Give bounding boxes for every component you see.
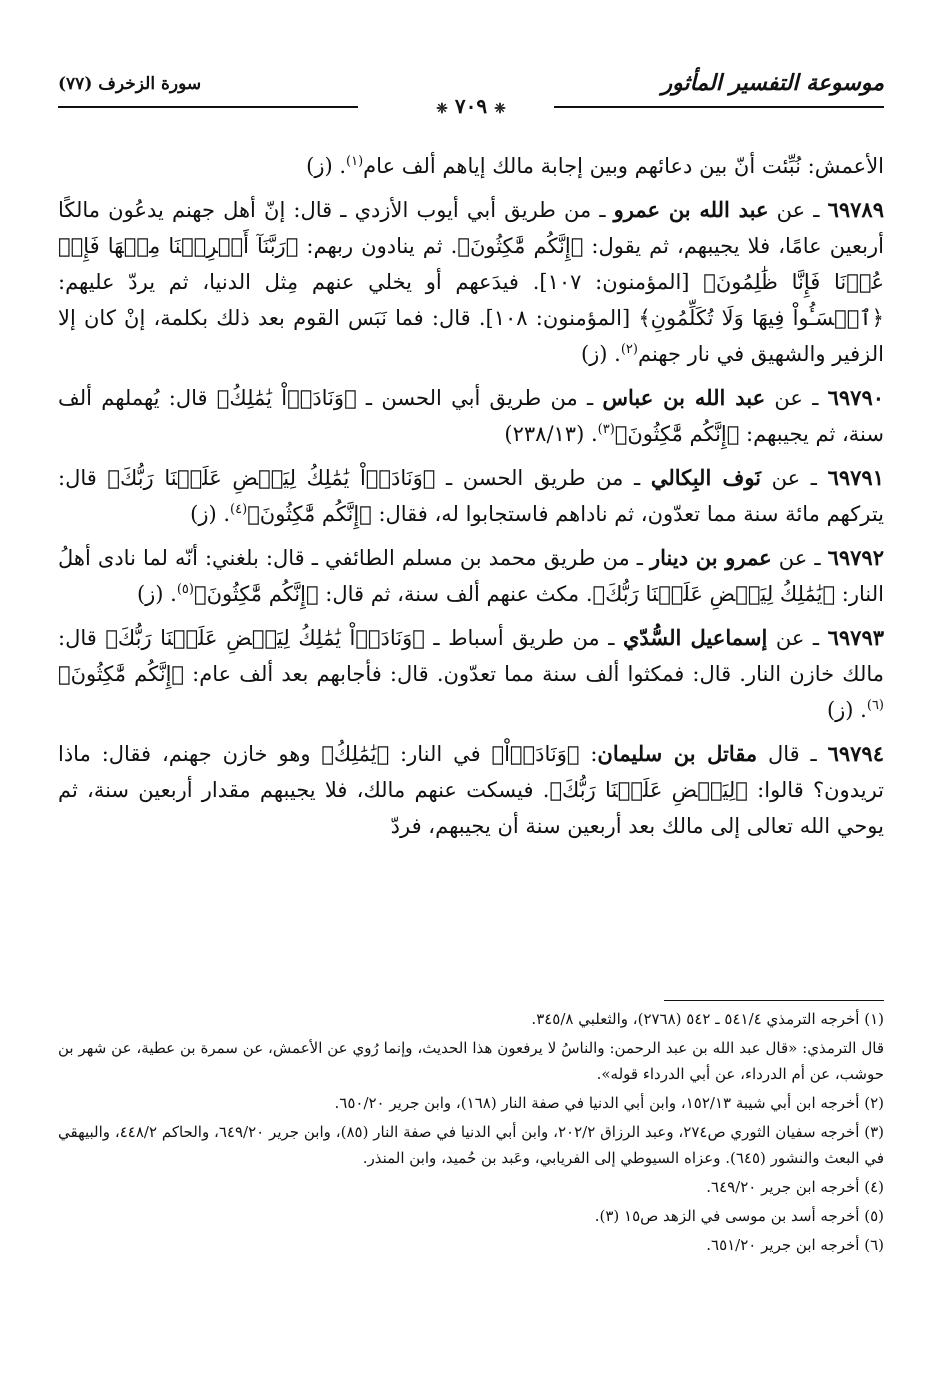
footnote: (٣) أخرجه سفيان الثوري ص٢٧٤، وعبد الرزاق ٢٠٢/٢، وابن أبي الدنيا في صفة النار (٨٥)، وابن جرير ٦٤٩/٢٠، والحاكم ٤٤٨/٢، والبيهقي في البعث والنشور (٦٤٥). وعزاه السيوطي إلى الفريابي، وعَبد بن حُميد، وابن المنذر. bbox=[58, 1123, 884, 1167]
footnote-ref: (١) bbox=[346, 154, 364, 169]
running-header bbox=[58, 70, 884, 122]
entry-connector: ـ عن bbox=[761, 466, 828, 490]
footnote: (٦) أخرجه ابن جرير ٦٥١/٢٠. bbox=[706, 1236, 884, 1254]
entry-tail: . (ز) bbox=[580, 342, 621, 366]
entry-number: ٦٩٧٩٤ bbox=[827, 741, 884, 766]
entry-number: ٦٩٧٩٢ bbox=[827, 545, 884, 570]
entry-body: ـ من طريق الحسن ـ ﴿وَنَادَوۡاْ يَٰمَٰلِكُ لِيَقۡضِ عَلَيۡنَا رَبُّكَ﴾ قال: يتركهم مائة سنة مما تعدّون، ثم ناداهم فاستجابوا له، فقال: ﴿إِنَّكُم مَّٰكِثُونَ﴾ bbox=[58, 466, 884, 526]
entry-tail: . (ز) bbox=[136, 582, 177, 606]
narrator-name: إسماعيل السُّدّي bbox=[622, 625, 768, 650]
entry-paragraph bbox=[58, 380, 884, 452]
entry-paragraph bbox=[58, 540, 884, 612]
entry-connector: ـ عن bbox=[771, 546, 828, 570]
entry-number: ٦٩٧٩٠ bbox=[827, 385, 885, 410]
footnote-separator bbox=[664, 1000, 884, 1001]
footnote: (٥) أخرجه أسد بن موسى في الزهد ص١٥ (٣). bbox=[594, 1207, 884, 1225]
narrator-name: عبد الله بن عمرو bbox=[613, 197, 769, 222]
footnotes bbox=[58, 1006, 884, 1261]
entry-connector: ـ قال bbox=[757, 742, 828, 766]
surah-title: سورة الزخرف (٧٧) bbox=[58, 74, 202, 94]
intro-paragraph bbox=[58, 148, 884, 184]
main-text bbox=[58, 148, 884, 852]
entry-tail: . (ز) bbox=[190, 502, 231, 526]
book-title: موسوعة التفسير المأثور bbox=[661, 70, 884, 96]
footnote-ref: (٢) bbox=[620, 342, 638, 357]
entry-body: ـ من طريق محمد بن مسلم الطائفي ـ قال: بلغني: أنّه لما نادى أهلُ النار: ﴿يَٰمَٰلِكُ لِيَقۡضِ عَلَيۡنَا رَبُّكَ﴾. مكث عنهم ألف سنة، ثم قال: ﴿إِنَّكُم مَّٰكِثُونَ﴾ bbox=[58, 546, 884, 606]
entry-connector: ـ عن bbox=[767, 626, 828, 650]
footnote: (١) أخرجه الترمذي ٥٤١/٤ ـ ٥٤٢ (٢٧٦٨)، والثعلبي ٣٤٥/٨. bbox=[531, 1010, 884, 1028]
entry-tail: . (٢٣٨/١٣) bbox=[504, 422, 598, 446]
entry-body: : ﴿وَنَادَوۡاْ﴾ في النار: ﴿يَٰمَٰلِكُ﴾ وهو خازن جهنم، فقال: ماذا تريدون؟ قالوا: ﴿لِيَقۡضِ عَلَيۡنَا رَبُّكَ﴾. فيسكت عنهم مالك، فلا يجيبهم مقدار أربعين سنة، ثم يوحي الله تعالى إلى مالك بعد أربعين سنة أن يجيبهم، فردّ bbox=[58, 742, 884, 838]
narrator-name: عمرو بن دينار bbox=[650, 545, 772, 570]
entry-paragraph bbox=[58, 620, 884, 728]
header-rule-left bbox=[58, 106, 358, 108]
entry-connector: ـ عن bbox=[765, 386, 828, 410]
entry-body: ـ من طريق أبي أيوب الأزدي ـ قال: إنّ أهل جهنم يدعُون مالكًا أربعين عامًا، فلا يجيبهم، ثم يقول: ﴿إِنَّكُم مَّٰكِثُونَ﴾. ثم ينادون ربهم: ﴿رَبَّنَآ أَخۡرِجۡنَا مِنۡهَا فَإِنۡ عُدۡنَا فَإِنَّا ظَٰلِمُونَ﴾ [المؤمنون: ١٠٧]. فيدَعهم أو يخلي عنهم مِثل الدنيا، ثم يردّ عليهم: ﴿ٱخۡسَـُٔواْ فِيهَا وَلَا تُكَلِّمُونِ﴾ [المؤمنون: ١٠٨]. قال: فما نَبَس القوم بعد ذلك بكلمة، إنْ كان إلا الزفير والشهيق في نار جهنم bbox=[58, 198, 884, 366]
footnote-ref: (٣) bbox=[597, 422, 615, 437]
entry-number: ٦٩٧٩٣ bbox=[827, 625, 885, 650]
footnote-ref: (٤) bbox=[230, 502, 248, 517]
entry-number: ٦٩٧٩١ bbox=[827, 465, 884, 490]
intro-tail: . (ز) bbox=[306, 154, 347, 178]
narrator-name: نَوف البِكالي bbox=[650, 465, 762, 490]
entry-paragraph bbox=[58, 460, 884, 532]
intro-text: الأعمش: نُبِّئت أنّ بين دعائهم وبين إجابة مالك إياهم ألف عام bbox=[363, 154, 884, 178]
ornament-icon: ❈ bbox=[494, 101, 506, 117]
narrator-name: عبد الله بن عباس bbox=[602, 385, 766, 410]
entry-connector: ـ عن bbox=[768, 198, 828, 222]
entry-body: ـ من طريق أبي الحسن ـ ﴿وَنَادَوۡاْ يَٰمَٰلِكُ﴾ قال: يُهملهم ألف سنة، ثم يجيبهم: ﴿إِنَّكُم مَّٰكِثُونَ﴾ bbox=[58, 386, 884, 446]
entry-paragraph bbox=[58, 736, 884, 844]
narrator-name: مقاتل بن سليمان bbox=[597, 741, 758, 766]
footnote: (٢) أخرجه ابن أبي شيبة ١٥٢/١٣، وابن أبي الدنيا في صفة النار (١٦٨)، وابن جرير ٦٥٠/٢٠. bbox=[334, 1094, 884, 1112]
entry-number: ٦٩٧٨٩ bbox=[827, 197, 884, 222]
footnote: قال الترمذي: «قال عبد الله بن عبد الرحمن: والناسُ لا يرفعون هذا الحديث، وإنما رُوي عن الأعمش، عن سمرة بن عطية، عن شهر بن حوشب، عن أم الدرداء، عن أبي الدرداء قوله». bbox=[58, 1039, 884, 1083]
entry-paragraph bbox=[58, 192, 884, 372]
footnote-ref: (٦) bbox=[866, 698, 884, 713]
footnote-ref: (٥) bbox=[176, 582, 194, 597]
entry-tail: . (ز) bbox=[826, 698, 867, 722]
footnote: (٤) أخرجه ابن جرير ٦٤٩/٢٠. bbox=[706, 1178, 884, 1196]
entry-body: ـ من طريق أسباط ـ ﴿وَنَادَوۡاْ يَٰمَٰلِكُ لِيَقۡضِ عَلَيۡنَا رَبُّكَ﴾ قال: مالك خازن النار. قال: فمكثوا ألف سنة مما تعدّون. قال: فأجابهم بعد ألف عام: ﴿إِنَّكُم مَّٰكِثُونَ﴾ bbox=[58, 626, 884, 686]
ornament-icon: ❈ bbox=[436, 101, 448, 117]
page-number: ٧٠٩ bbox=[454, 94, 488, 118]
